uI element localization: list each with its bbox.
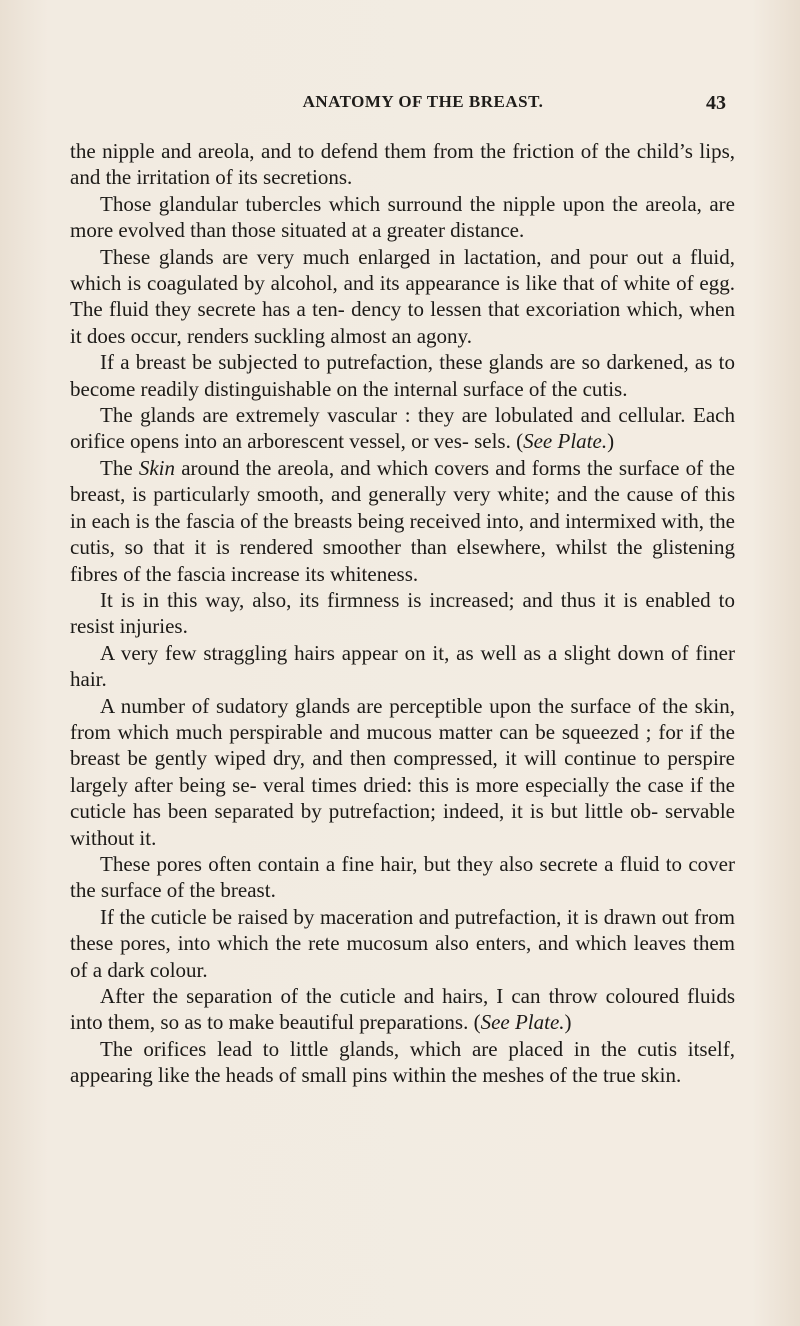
paragraph-text: around the areola, and which covers and forms the surface of the breast, is particularly smooth, and generally very white; and the cause of this in each is the fascia of the breasts being received into, and intermixed with, the cutis, so that it is rendered smoother than elsewhere, whilst the glistening fibres of the fascia increase its whiteness. bbox=[70, 455, 735, 586]
running-head bbox=[120, 92, 726, 116]
paragraph bbox=[70, 138, 735, 191]
paragraph-text: The glands are extremely vascular : they are lobulated and cellular. Each orifice opens into an arborescent vessel, or ves- sels. ( bbox=[70, 403, 735, 454]
paragraph-text: A number of sudatory glands are perceptible upon the surface of the skin, from which much perspirable and mucous matter can be squeezed ; for if the breast be gently wiped dry, and then compressed, it will continue to perspire largely after being se- veral times dried: this is more especially the case if the cuticle has been separated by putrefaction; indeed, it is but little ob- servable without it. bbox=[70, 693, 735, 850]
paragraph-text: If a breast be subjected to putrefaction, these glands are so darkened, as to become readily distinguishable on the internal surface of the cutis. bbox=[70, 350, 735, 401]
paragraph bbox=[70, 191, 735, 244]
paragraph-text: the nipple and areola, and to defend them from the friction of the child’s lips, and the irritation of its secretions. bbox=[70, 139, 735, 190]
paragraph bbox=[70, 402, 735, 455]
paragraph-text: These pores often contain a fine hair, but they also secrete a fluid to cover the surface of the breast. bbox=[70, 851, 735, 903]
paragraph-text: If the cuticle be raised by maceration and putrefaction, it is drawn out from these pores, into which the rete mucosum also enters, and which leaves them of a dark colour. bbox=[70, 904, 735, 982]
paragraph bbox=[70, 851, 735, 904]
paragraph-text: ) bbox=[564, 1010, 572, 1035]
paragraph-text: After the separation of the cuticle and hairs, I can throw coloured fluids into them, so as to make beautiful preparations. ( bbox=[70, 984, 735, 1035]
paragraph-text: Those glandular tubercles which surround the nipple upon the areola, are more evolved than those situated at a greater distance. bbox=[70, 191, 735, 243]
paragraph bbox=[70, 587, 735, 640]
paragraph-text: The orifices lead to little glands, which are placed in the cutis itself, appearing like the heads of small pins within the meshes of the true skin. bbox=[70, 1036, 735, 1088]
italic-text: See Plate. bbox=[480, 1010, 565, 1035]
running-title: ANATOMY OF THE BREAST. bbox=[302, 92, 544, 111]
paragraph-text: ) bbox=[607, 429, 615, 454]
italic-text: See Plate. bbox=[523, 429, 608, 454]
paragraph bbox=[70, 983, 735, 1036]
paragraph-text: It is in this way, also, its firmness is increased; and thus it is enabled to resist injuries. bbox=[70, 587, 735, 639]
paragraph bbox=[70, 693, 735, 851]
italic-text: Skin bbox=[138, 455, 175, 480]
paragraph bbox=[70, 244, 735, 350]
page-number: 43 bbox=[706, 92, 726, 114]
paragraph bbox=[70, 904, 735, 983]
paragraph bbox=[70, 640, 735, 693]
paragraph-text: A very few straggling hairs appear on it, as well as a slight down of finer hair. bbox=[70, 640, 735, 692]
paragraph bbox=[70, 349, 735, 402]
paragraph-text: These glands are very much enlarged in lactation, and pour out a fluid, which is coagulated by alcohol, and its appearance is like that of white of egg. The fluid they secrete has a ten- dency to lessen that excoriation which, when it does occur, renders suckling almost an agony. bbox=[70, 244, 735, 348]
paragraph bbox=[70, 455, 735, 587]
body-text bbox=[70, 138, 735, 1089]
paragraph-text: The bbox=[100, 455, 139, 480]
paragraph bbox=[70, 1036, 735, 1089]
